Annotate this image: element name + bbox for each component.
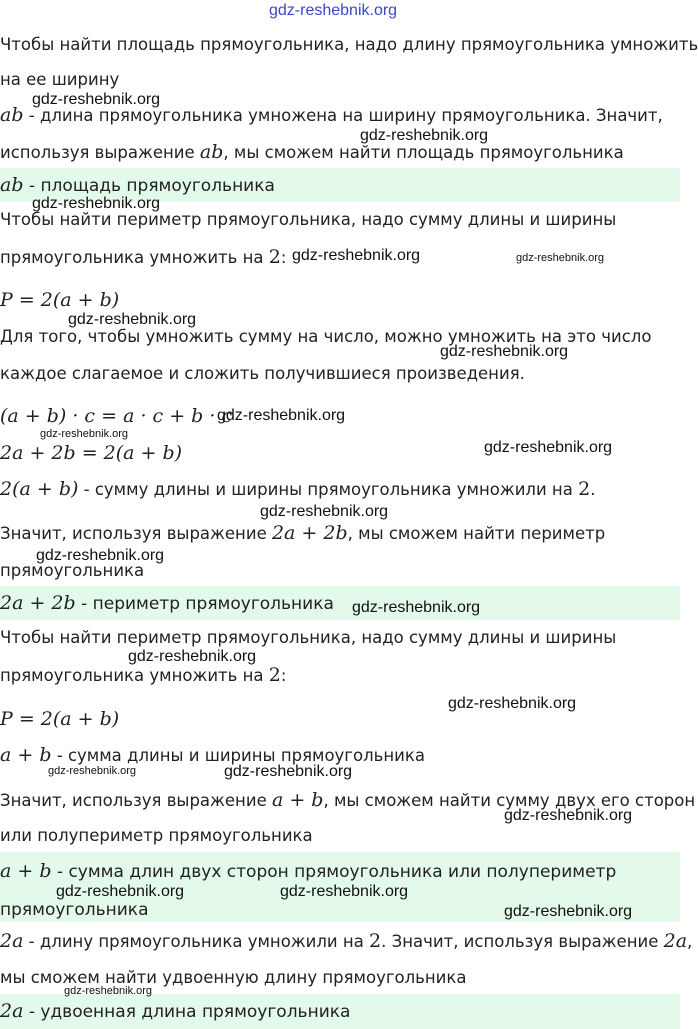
formula-perimeter-2: P = 2(a + b) <box>0 708 120 730</box>
watermark: gdz-reshebnik.org <box>484 439 613 456</box>
paragraph-distributive-line1: Для того, чтобы умножить сумму на число, можно умножить на это число <box>0 327 652 346</box>
paragraph-double-length-line2: мы сможем найти удвоенную длину прямоугольника <box>0 968 467 987</box>
paragraph-area-rule-line1: Чтобы найти площадь прямоугольника, надо длину прямоугольника умножить <box>0 35 698 54</box>
watermark: gdz-reshebnik.org <box>260 503 389 520</box>
formula-distributive: (a + b) · c = a · c + b · c <box>0 405 233 427</box>
paragraph-ab-line2: используя выражение ab, мы сможем найти площадь прямоугольника <box>0 141 624 163</box>
paragraph-perimeter-rule-line1: Чтобы найти периметр прямоугольника, надо сумму длины и ширины <box>0 210 617 229</box>
highlight-text-perimeter: 2a + 2b - периметр прямоугольника <box>0 592 334 614</box>
paragraph-distributive-line2: каждое слагаемое и сложить получившиеся произведения. <box>0 364 525 383</box>
watermark: gdz-reshebnik.org <box>68 311 197 328</box>
watermark: gdz-reshebnik.org <box>516 252 605 264</box>
paragraph-perimeter-conclusion-line2: прямоугольника <box>0 561 145 580</box>
formula-perimeter-expanded: 2a + 2b = 2(a + b) <box>0 442 183 464</box>
watermark: gdz-reshebnik.org <box>504 903 633 920</box>
watermark: gdz-reshebnik.org <box>292 247 421 264</box>
highlight-text-semiperimeter: a + b - сумма длин двух сторон прямоугольника или полупериметр <box>0 860 617 882</box>
formula-perimeter-1: P = 2(a + b) <box>0 289 120 311</box>
paragraph-semiperimeter-line1: Значит, используя выражение a + b, мы сможем найти сумму двух его сторон <box>0 789 696 811</box>
paragraph-double-length-line1: 2a - длину прямоугольника умножили на 2. Значит, используя выражение 2a, <box>0 930 693 952</box>
watermark: gdz-reshebnik.org <box>48 765 137 777</box>
watermark: gdz-reshebnik.org <box>440 343 569 360</box>
watermark: gdz-reshebnik.org <box>448 695 577 712</box>
paragraph-2ab-multiplied: 2(a + b) - сумму длины и ширины прямоугольника умножили на 2. <box>0 478 596 500</box>
highlight-double-length-answer <box>0 994 680 1029</box>
watermark: gdz-reshebnik.org <box>217 407 346 424</box>
highlight-text-double-length: 2a - удвоенная длина прямоугольника <box>0 1000 351 1022</box>
watermark: gdz-reshebnik.org <box>56 883 185 900</box>
highlight-text-area: ab - площадь прямоугольника <box>0 174 275 196</box>
watermark-header: gdz-reshebnik.org <box>269 2 398 19</box>
watermark: gdz-reshebnik.org <box>32 195 161 212</box>
paragraph-perimeter-rule2-line1: Чтобы найти периметр прямоугольника, надо сумму длины и ширины <box>0 628 617 647</box>
watermark: gdz-reshebnik.org <box>352 599 481 616</box>
paragraph-perimeter-conclusion-line1: Значит, используя выражение 2a + 2b, мы сможем найти периметр <box>0 522 606 544</box>
paragraph-semiperimeter-line2: или полупериметр прямоугольника <box>0 826 313 845</box>
paragraph-area-rule-line2: на ее ширину <box>0 70 120 89</box>
watermark: gdz-reshebnik.org <box>504 807 633 824</box>
paragraph-perimeter-rule-line2: прямоугольника умножить на 2: <box>0 246 287 268</box>
watermark: gdz-reshebnik.org <box>64 985 153 997</box>
watermark: gdz-reshebnik.org <box>40 428 129 440</box>
watermark: gdz-reshebnik.org <box>224 763 353 780</box>
paragraph-perimeter-rule2-line2: прямоугольника умножить на 2: <box>0 664 287 686</box>
highlight-perimeter-answer <box>0 586 680 620</box>
highlight-text-semiperimeter-line2: прямоугольника <box>0 900 149 920</box>
paragraph-sum-sides: a + b - сумма длины и ширины прямоугольника <box>0 744 425 766</box>
paragraph-ab-line1: ab - длина прямоугольника умножена на ширину прямоугольника. Значит, <box>0 104 663 126</box>
watermark: gdz-reshebnik.org <box>360 127 489 144</box>
watermark: gdz-reshebnik.org <box>280 883 409 900</box>
watermark: gdz-reshebnik.org <box>32 91 161 108</box>
watermark: gdz-reshebnik.org <box>36 547 165 564</box>
watermark: gdz-reshebnik.org <box>128 648 257 665</box>
